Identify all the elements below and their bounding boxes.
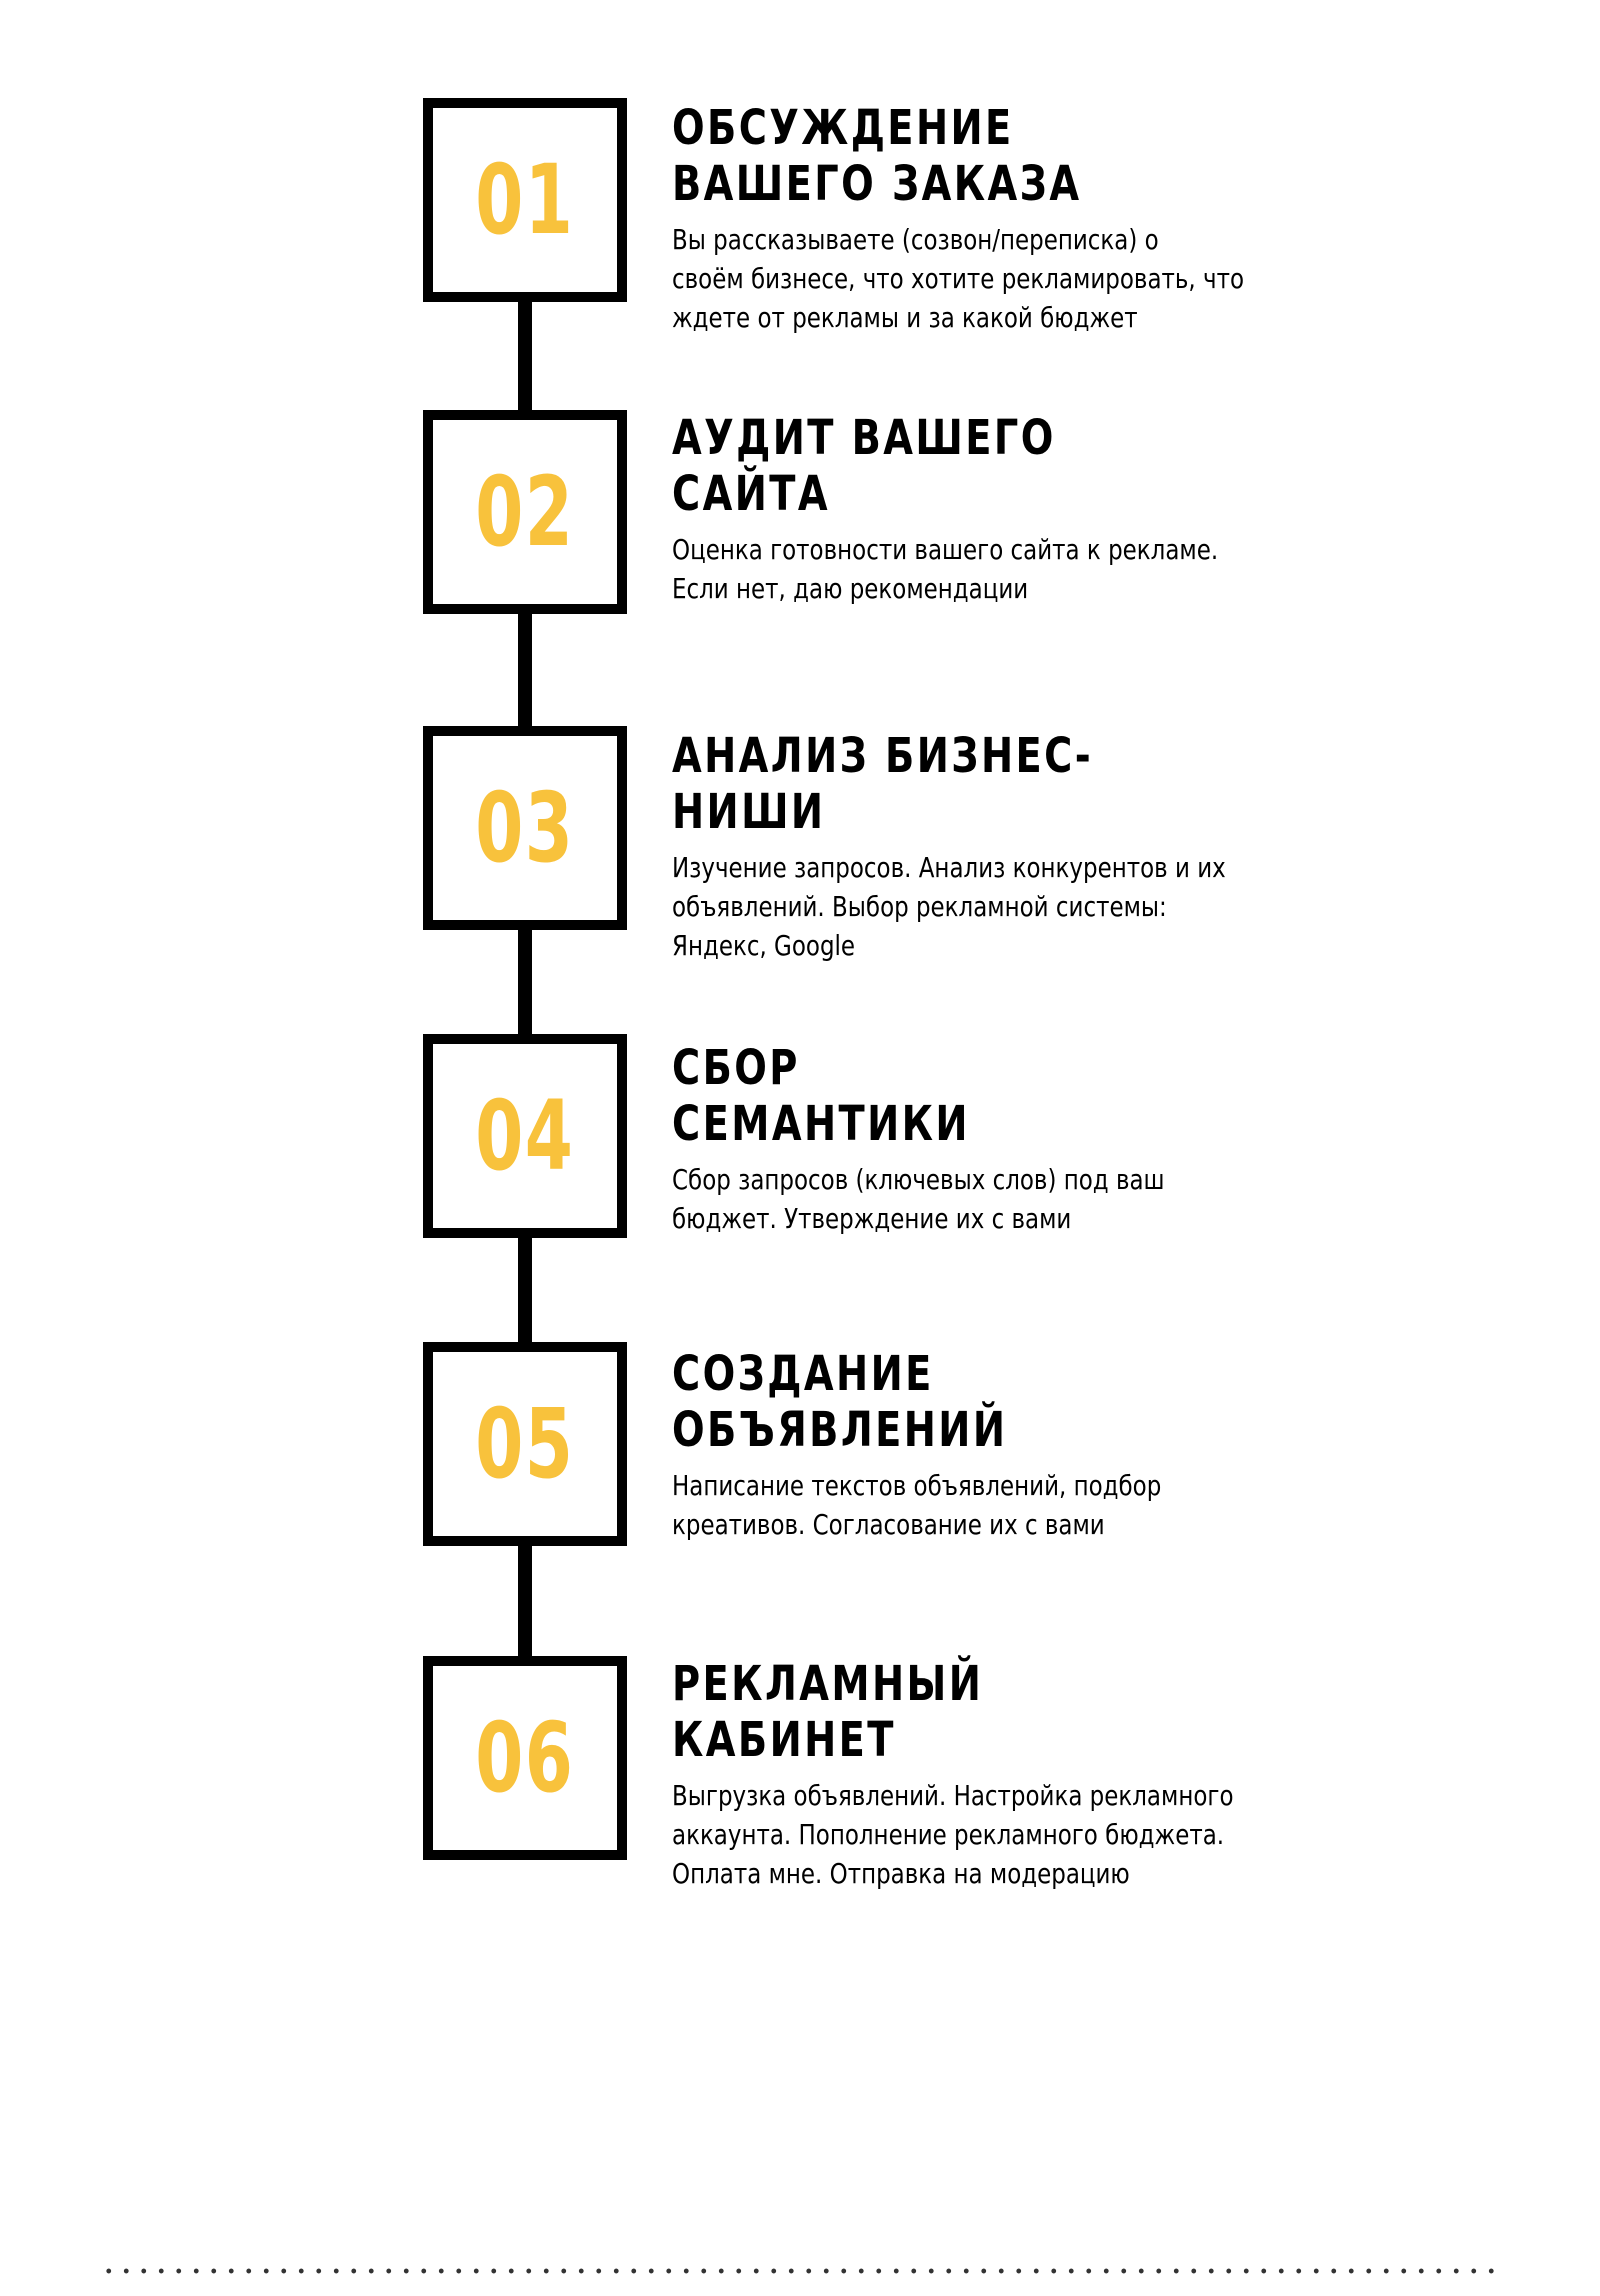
step-number-box (423, 726, 627, 930)
step-title: АНАЛИЗ БИЗНЕС- НИШИ (672, 728, 1094, 840)
step-content (672, 410, 1292, 608)
step-title: ОБСУЖДЕНИЕ ВАШЕГО ЗАКАЗА (672, 100, 1082, 212)
step-number: 01 (475, 144, 575, 256)
dotted-divider (100, 2268, 1495, 2274)
step-description: Написание текстов объявлений, подбор креативов. Согласование их с вами (672, 1469, 1162, 1541)
step-number: 05 (475, 1388, 575, 1500)
step-content (672, 1346, 1292, 1544)
step-description: Сбор запросов (ключевых слов) под ваш бюджет. Утверждение их с вами (672, 1163, 1165, 1235)
connector-line (518, 300, 532, 414)
step-number-box (423, 410, 627, 614)
step-number-box (423, 1656, 627, 1860)
connector-line (518, 928, 532, 1038)
step-number: 06 (475, 1702, 575, 1814)
step-description: Выгрузка объявлений. Настройка рекламного аккаунта. Пополнение рекламного бюджета. Оплата мне. Отправка на модерацию (672, 1779, 1234, 1890)
step-content (672, 1040, 1292, 1238)
step-number: 04 (475, 1080, 575, 1192)
step-content (672, 1656, 1292, 1893)
step-description: Вы рассказываете (созвон/переписка) о своём бизнесе, что хотите рекламировать, что ждете от рекламы и за какой бюджет (672, 223, 1245, 334)
connector-line (518, 1236, 532, 1346)
step-title: СОЗДАНИЕ ОБЪЯВЛЕНИЙ (672, 1346, 1008, 1458)
step-description: Оценка готовности вашего сайта к рекламе. Если нет, даю рекомендации (672, 533, 1219, 605)
step-content (672, 728, 1292, 965)
step-number: 03 (475, 772, 575, 884)
step-title: СБОР СЕМАНТИКИ (672, 1040, 970, 1152)
step-title: РЕКЛАМНЫЙ КАБИНЕТ (672, 1656, 984, 1768)
step-number: 02 (475, 456, 575, 568)
step-number-box (423, 1342, 627, 1546)
step-content (672, 100, 1292, 337)
step-title: АУДИТ ВАШЕГО САЙТА (672, 410, 1056, 522)
step-description: Изучение запросов. Анализ конкурентов и их объявлений. Выбор рекламной системы: Яндекс, Google (672, 851, 1226, 962)
step-number-box (423, 98, 627, 302)
connector-line (518, 612, 532, 730)
step-number-box (423, 1034, 627, 1238)
connector-line (518, 1544, 532, 1660)
